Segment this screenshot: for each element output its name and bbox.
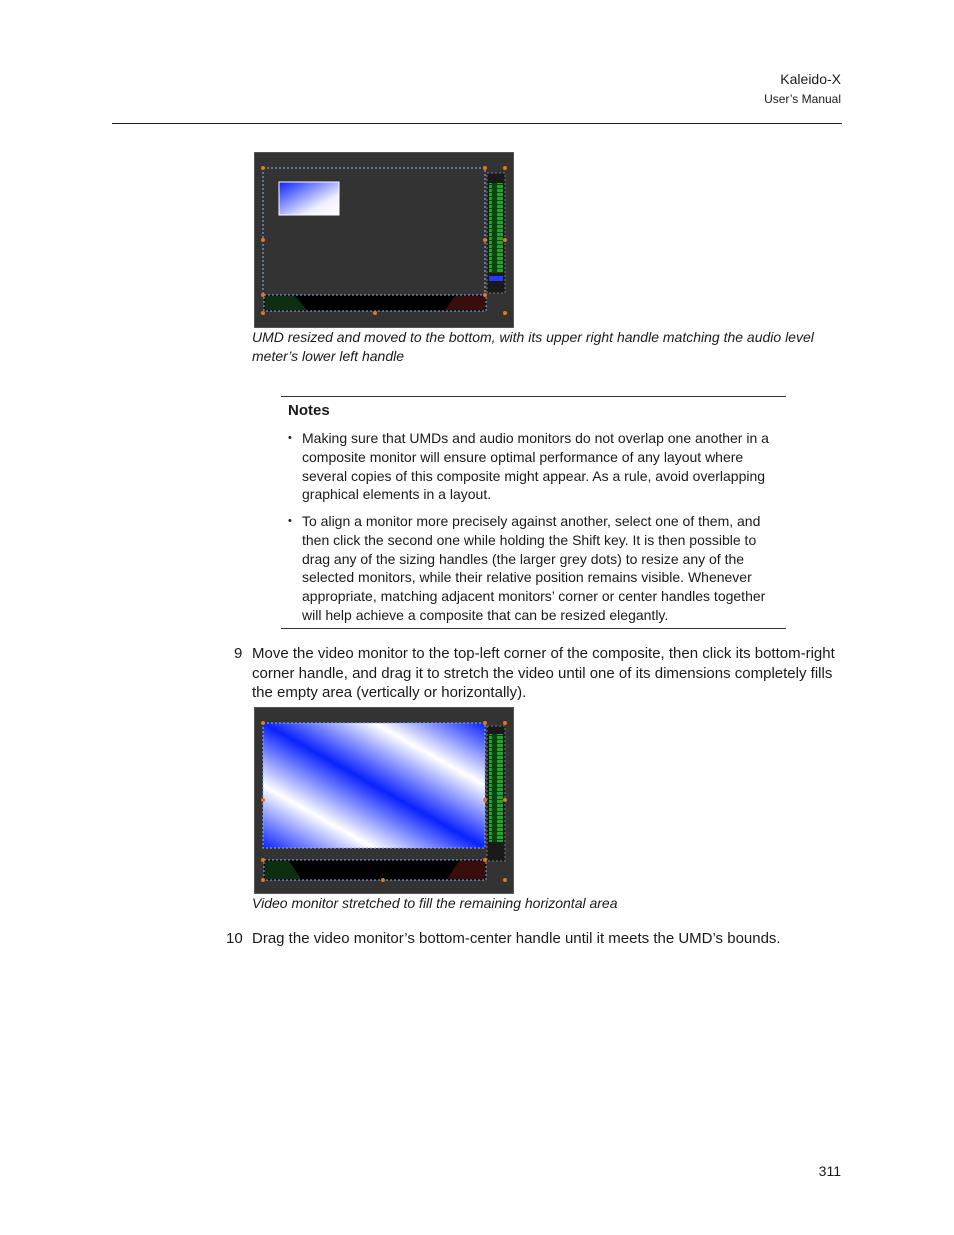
notes-heading: Notes — [288, 402, 330, 419]
figure-video-stretched — [254, 707, 514, 894]
figure-caption: Video monitor stretched to fill the remaining horizontal area — [252, 895, 618, 911]
figure-umd-resized — [254, 152, 514, 328]
header-rule — [112, 123, 842, 124]
step-number: 10 — [226, 930, 243, 947]
note-item: • To align a monitor more precisely against another, select one of them, and then click the second one while holding the Shift key. It is then possible to drag any of the sizing handles (the larger grey dots) to resize any of the selected monitors, while their relative position remains visible. Whenever appropriate, matching adjacent monitors’ corner or center handles together will help achieve a composite that can be resized elegantly. — [302, 512, 780, 625]
audio-meter-bars — [489, 183, 503, 273]
video-monitor-stretched — [263, 723, 485, 848]
figure-umd-resized-image — [255, 153, 513, 327]
step-number: 9 — [234, 645, 243, 662]
notes-box — [281, 396, 786, 629]
audio-meter-bars — [489, 734, 503, 842]
step-text: Drag the video monitor’s bottom-center handle until it meets the UMD’s bounds. — [252, 930, 781, 947]
figure-caption: UMD resized and moved to the bottom, with its upper right handle matching the audio level meter’s lower left handle — [252, 329, 814, 364]
note-item: • Making sure that UMDs and audio monitors do not overlap one another in a composite monitor will ensure optimal performance of any layout where several copies of this composite might appear. As a rule, avoid overlapping graphical elements in a layout. — [302, 429, 780, 504]
figure-video-stretched-image — [255, 708, 513, 893]
header-title: Kaleido-X — [780, 71, 841, 87]
video-monitor-thumbnail — [279, 182, 339, 215]
header-subtitle: User’s Manual — [764, 92, 841, 106]
step-text: Move the video monitor to the top-left corner of the composite, then click its bottom-right corner handle, and drag it to stretch the video until one of its dimensions completely fills the empty area (vertically or horizontally). — [252, 645, 835, 701]
page-number: 311 — [818, 1163, 841, 1179]
